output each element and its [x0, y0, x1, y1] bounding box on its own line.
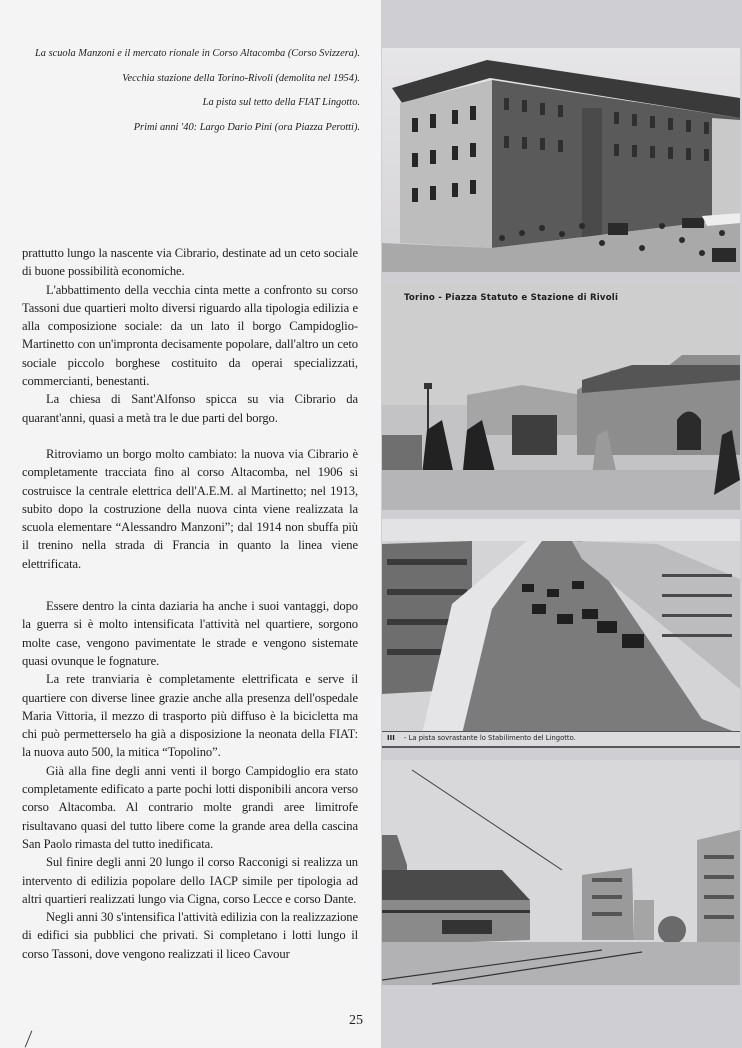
- photo-captions: [8, 47, 360, 145]
- caption-2: Vecchia stazione della Torino-Rivoli (demolita nel 1954).: [122, 72, 360, 84]
- photo-school-market: [382, 48, 740, 272]
- paragraph-1: prattutto lungo la nascente via Cibrario, destinate ad un ceto sociale di buone possibilità economiche.: [22, 246, 358, 279]
- paragraph-8: Sul finire degli anni 20 lungo il corso Racconigi si realizza un intervento di edilizia popolare dello IACP simile per tipologia ad altri quartieri realizzati lungo via Cigna, corso Lecce e corso Dante.: [22, 855, 358, 906]
- caption-3: La pista sul tetto della FIAT Lingotto.: [202, 97, 360, 108]
- paragraph-2: L'abbattimento della vecchia cinta mette a confronto su corso Tassoni due quartieri molto diversi riguardo alla tipologia edilizia e alla composizione sociale: da un lato il borgo Campidoglio-Martinetto con un'impronta decisamente popolare, dall'altro un ceto sociale piccolo borghese costituito da operai specializzati, commercianti, benestanti.: [22, 282, 358, 389]
- paragraph-9: Negli anni 30 s'intensifica l'attività edilizia con la realizzazione di edifici sia pubblici che privati. Si completano i lotti lungo il corso Tassoni, dove vengono realizzati il liceo Cavour: [22, 910, 358, 961]
- paragraph-7: Già alla fine degli anni venti il borgo Campidoglio era stato completamente edificato a parte pochi lotti disponibili ancora verso corso Altacomba. Al contrario molte grandi aree limitrofe risultavano quasi del tutto libere come la grande area della cascina San Paolo rimasta del tutto inedificata.: [22, 763, 358, 851]
- postcard-caption: - La pista sovrastante lo Stabilimento del Lingotto.: [404, 734, 576, 742]
- postcard-caption-band: [382, 731, 740, 748]
- paragraph-4: Ritroviamo un borgo molto cambiato: la nuova via Cibrario è completamente tracciata fino al corso Altacomba, nel 1906 si costruisce la centrale elettrica dell'A.E.M. al Martinetto; nel 1913, subito dopo la costruzione della nuova cinta viene realizzata la scuola elementare “Alessandro Manzoni”; dal 1914 non sbuffa più il trenino nella strada di Francia in quanto la linea viene elettrificata.: [22, 446, 358, 571]
- photo-largo-dario-pini: [382, 760, 740, 985]
- paragraph-3: La chiesa di Sant'Alfonso spicca su via Cibrario da quarant'anni, quasi a metà tra le due parti del borgo.: [22, 392, 358, 425]
- photo-school-market-image: [382, 48, 740, 272]
- caption-1: La scuola Manzoni e il mercato rionale in Corso Altacomba (Corso Svizzera).: [35, 48, 360, 59]
- photo-rivoli-station: [382, 285, 740, 510]
- postcard-numeral: III: [387, 734, 395, 742]
- paragraph-5: Essere dentro la cinta daziaria ha anche i suoi vantaggi, dopo la guerra si è molto intensificata l'attività nel quartiere, sorgono molte case, vengono pavimentate le strade e vengono sistemate quasi ovunque le fognature.: [22, 599, 358, 668]
- body-text: [22, 244, 358, 963]
- page-number: 25: [349, 1013, 363, 1028]
- photo-largo-dario-pini-image: [382, 760, 740, 985]
- caption-4: Primi anni '40: Largo Dario Pini (ora Piazza Perotti).: [133, 121, 360, 133]
- photo-lingotto-track: [382, 519, 740, 748]
- photo-rivoli-station-image: [382, 285, 740, 510]
- photo-lingotto-track-image: [382, 519, 740, 748]
- postcard-title: Torino - Piazza Statuto e Stazione di Rivoli: [404, 293, 619, 303]
- paragraph-6: La rete tranviaria è completamente elettrificata e serve il quartiere con diverse linee grazie anche alla presenza dell'ospedale Maria Vittoria, il mezzo di trasporto più diffuso è la bicicletta ma chi può permetterselo ha già a disposizione la neonata della FIAT: la nuova auto 500, la mitica “Topolino”.: [22, 672, 358, 760]
